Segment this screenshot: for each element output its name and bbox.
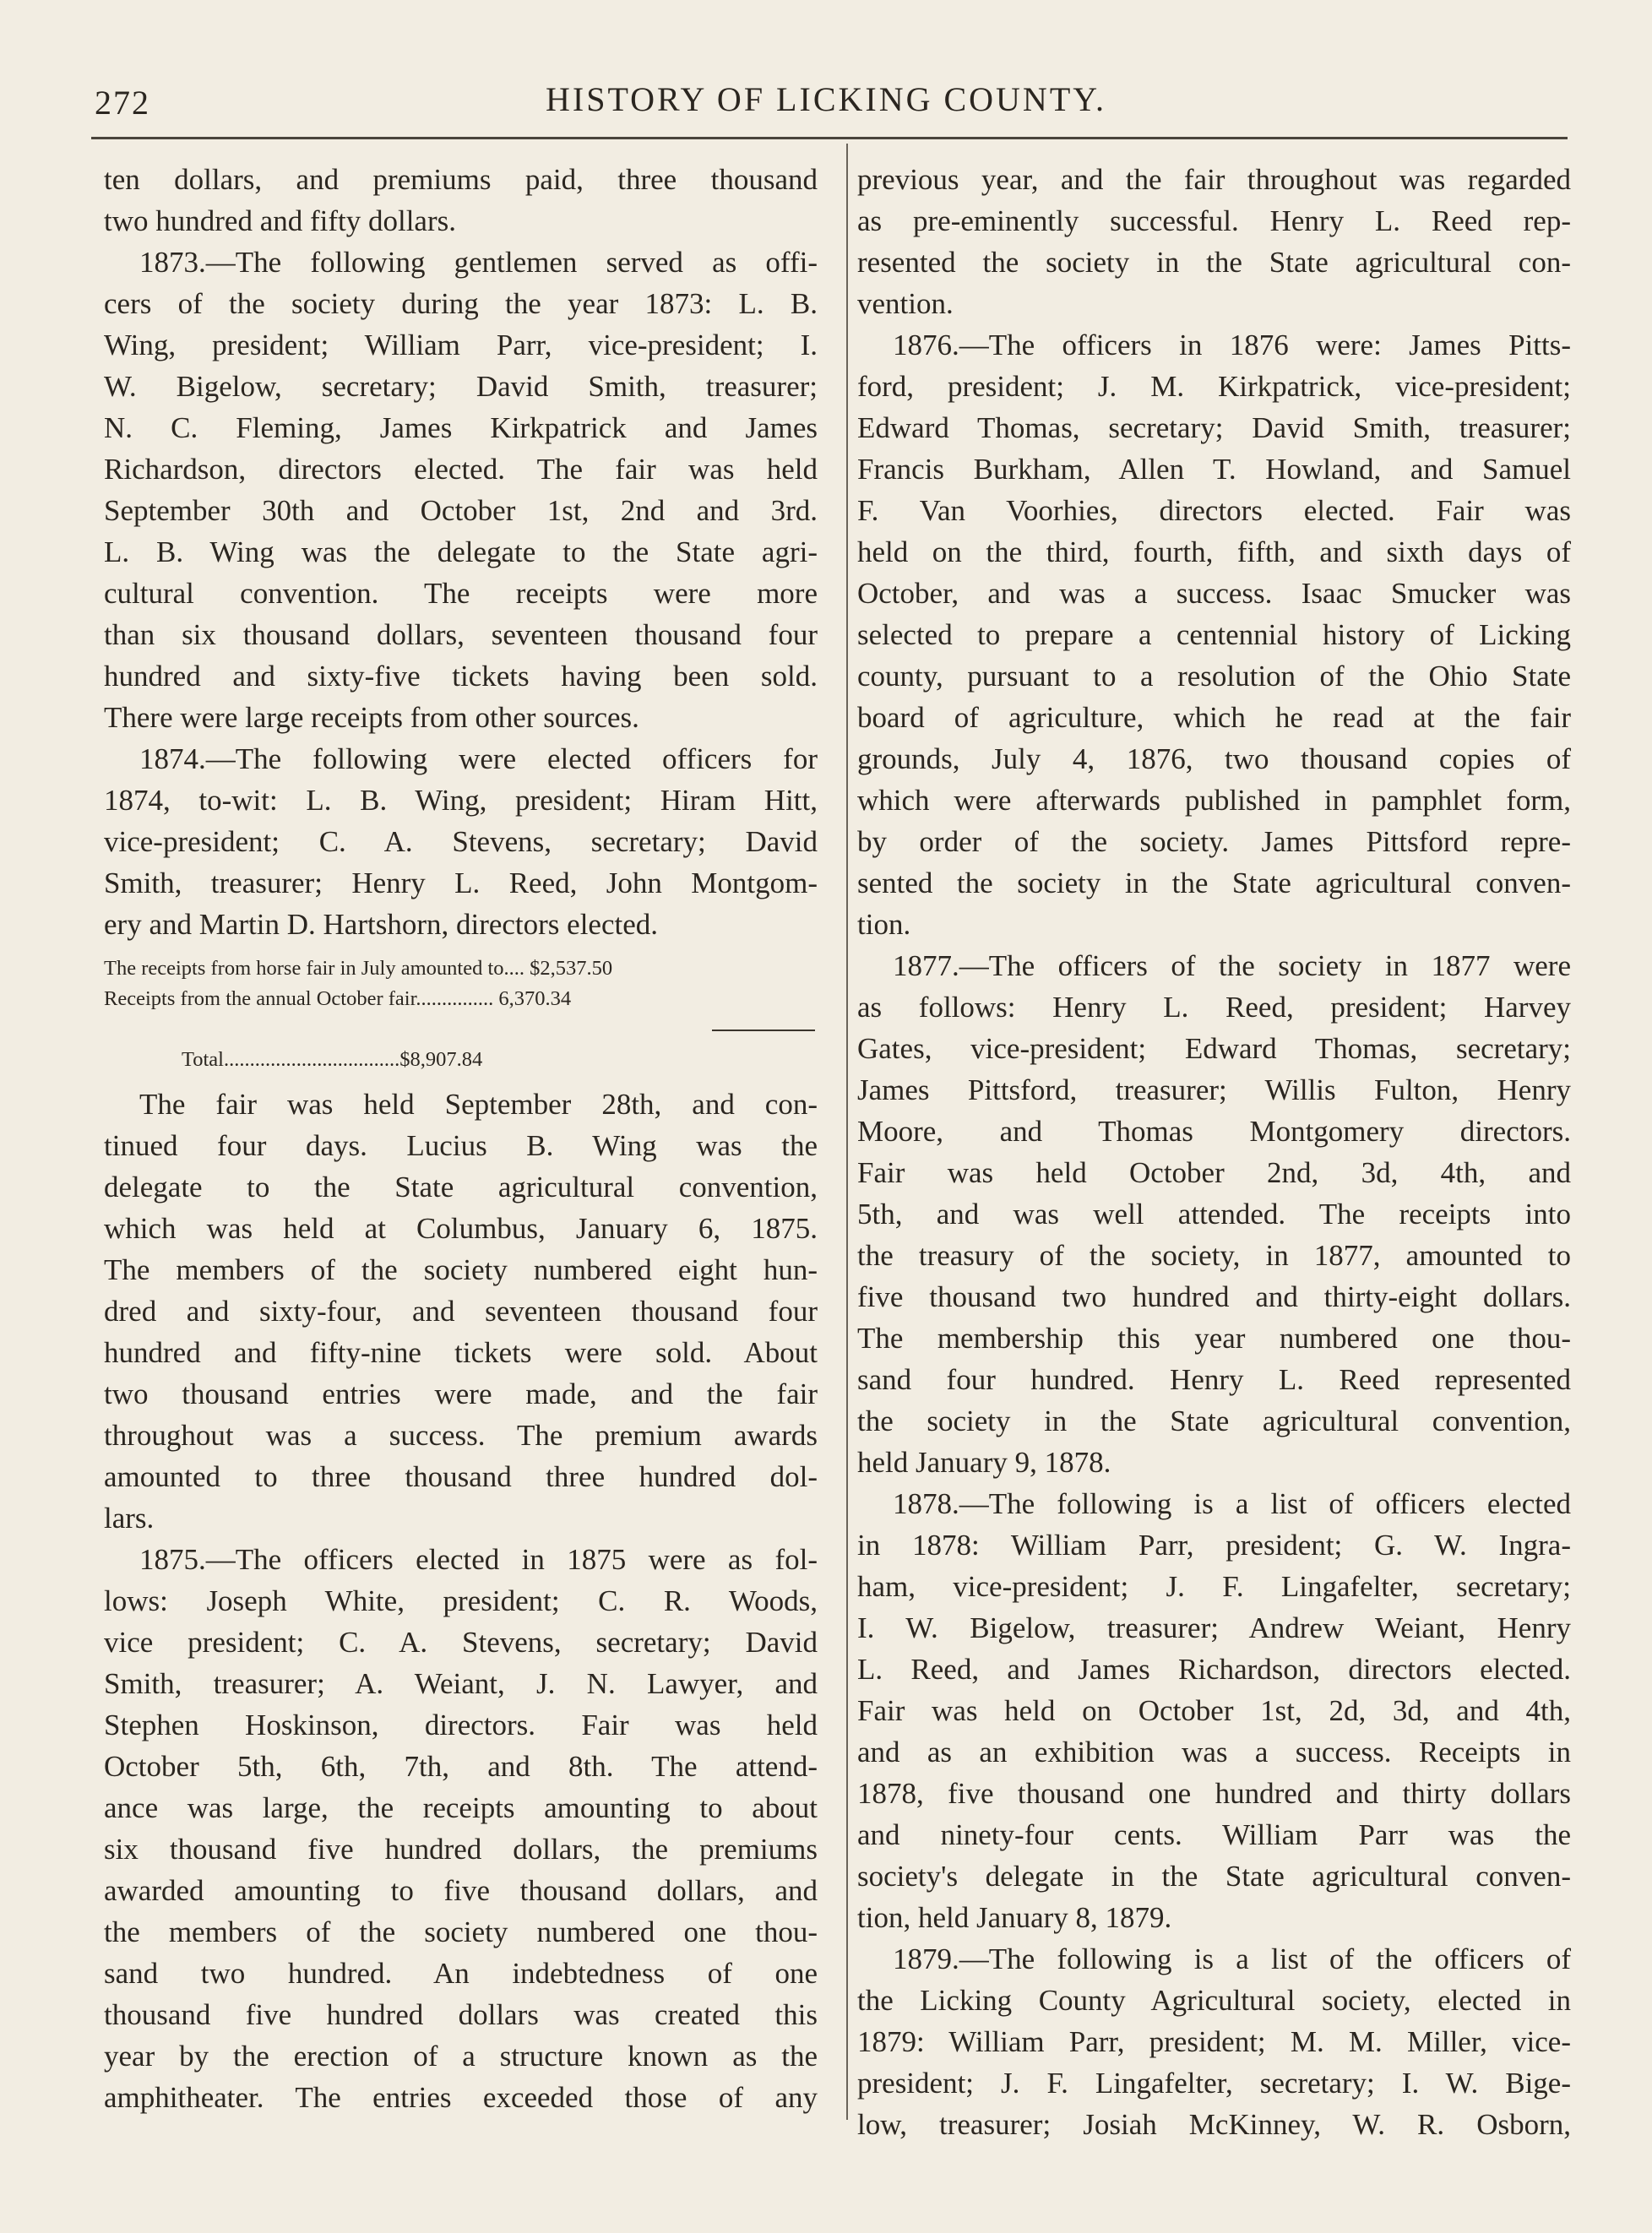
text-line: ery and Martin D. Hartshorn, directors elected. — [104, 908, 659, 941]
text-line: in 1878: William Parr, president; G. W. Ingra- — [857, 1529, 1571, 1562]
text-line: hundred and fifty-nine tickets were sold. About — [104, 1336, 818, 1369]
text-line: resented the society in the State agricultural con- — [857, 246, 1571, 279]
text-line: I. W. Bigelow, treasurer; Andrew Weiant, Henry — [857, 1611, 1571, 1644]
text-line: L. B. Wing was the delegate to the State agri- — [104, 535, 818, 568]
text-line: held on the third, fourth, fifth, and sixth days of — [857, 535, 1571, 568]
text-line: 1876.—The officers in 1876 were: James Pitts- — [893, 329, 1571, 361]
text-line: held January 9, 1878. — [857, 1446, 1111, 1479]
text-line: sented the society in the State agricultural conven- — [857, 867, 1571, 899]
text-line: hundred and sixty-five tickets having been sold. — [104, 660, 818, 693]
text-line: throughout was a success. The premium awards — [104, 1419, 818, 1452]
text-line: president; J. F. Lingafelter, secretary; I. W. Bige- — [857, 2067, 1571, 2100]
text-line: dred and sixty-four, and seventeen thousand four — [104, 1295, 818, 1328]
text-line: awarded amounting to five thousand dollars, and — [104, 1874, 818, 1907]
text-line: October 5th, 6th, 7th, and 8th. The attend- — [104, 1750, 818, 1783]
text-line: thousand five hundred dollars was created this — [104, 1998, 818, 2031]
paragraph-1877 — [857, 945, 1571, 1483]
text-line: society's delegate in the State agricultural conven- — [857, 1860, 1571, 1893]
text-line: the treasury of the society, in 1877, amounted to — [857, 1239, 1571, 1272]
text-line: tion. — [857, 908, 911, 941]
text-line: selected to prepare a centennial history of Licking — [857, 618, 1571, 651]
text-line: 1873.—The following gentlemen served as offi- — [139, 246, 818, 279]
text-line: W. Bigelow, secretary; David Smith, treasurer; — [104, 370, 818, 403]
text-line: Fair was held October 2nd, 3d, 4th, and — [857, 1156, 1571, 1189]
text-line: Wing, president; William Parr, vice-president; I. — [104, 329, 818, 361]
text-line: Smith, treasurer; Henry L. Reed, John Montgom- — [104, 867, 818, 899]
text-line: Richardson, directors elected. The fair was held — [104, 453, 818, 486]
paragraph-1875-end — [857, 159, 1571, 324]
text-line: Smith, treasurer; A. Weiant, J. N. Lawyer, and — [104, 1667, 818, 1700]
column-divider — [846, 144, 848, 2120]
right-column — [857, 159, 1571, 2145]
receipts-row: Receipts from the annual October fair............... 6,370.34 — [104, 987, 572, 1010]
paragraph-1876 — [857, 324, 1571, 945]
text-line: as follows: Henry L. Reed, president; Harvey — [857, 991, 1571, 1024]
text-line: amounted to three thousand three hundred dol- — [104, 1460, 818, 1493]
text-line: Fair was held on October 1st, 2d, 3d, and 4th, — [857, 1694, 1571, 1727]
text-line: by order of the society. James Pittsford repre- — [857, 825, 1571, 858]
paragraph-1874-fair — [104, 1084, 818, 1539]
text-line: 1875.—The officers elected in 1875 were as fol- — [139, 1543, 818, 1576]
text-line: Gates, vice-president; Edward Thomas, secretary; — [857, 1032, 1571, 1065]
text-line: five thousand two hundred and thirty-eight dollars. — [857, 1280, 1571, 1313]
text-line: six thousand five hundred dollars, the premiums — [104, 1833, 818, 1866]
paragraph-1879 — [857, 1938, 1571, 2145]
paragraph-1873 — [104, 242, 818, 738]
text-line: delegate to the State agricultural convention, — [104, 1171, 818, 1203]
text-line: tion, held January 8, 1879. — [857, 1901, 1172, 1934]
text-line: September 30th and October 1st, 2nd and 3rd. — [104, 494, 818, 527]
text-line: Edward Thomas, secretary; David Smith, treasurer; — [857, 411, 1571, 444]
text-line: vice president; C. A. Stevens, secretary; David — [104, 1626, 818, 1659]
text-line: county, pursuant to a resolution of the Ohio State — [857, 660, 1571, 693]
text-line: cultural convention. The receipts were more — [104, 577, 818, 610]
text-line: L. Reed, and James Richardson, directors elected. — [857, 1653, 1571, 1686]
text-line: which was held at Columbus, January 6, 1875. — [104, 1212, 818, 1245]
text-line: previous year, and the fair throughout was regarded — [857, 163, 1571, 196]
text-line: tinued four days. Lucius B. Wing was the — [104, 1129, 818, 1162]
text-line: two hundred and fifty dollars. — [104, 204, 456, 237]
text-line: amphitheater. The entries exceeded those of any — [104, 2081, 818, 2114]
running-title: HISTORY OF LICKING COUNTY. — [546, 80, 1106, 118]
text-line: Stephen Hoskinson, directors. Fair was held — [104, 1709, 818, 1741]
text-line: Francis Burkham, Allen T. Howland, and Samuel — [857, 453, 1571, 486]
text-line: 1878.—The following is a list of officers elected — [893, 1487, 1571, 1520]
text-line: and ninety-four cents. William Parr was the — [857, 1818, 1571, 1851]
header-rule — [91, 137, 1568, 139]
text-line: as pre-eminently successful. Henry L. Reed rep- — [857, 204, 1571, 237]
text-line: low, treasurer; Josiah McKinney, W. R. Osborn, — [857, 2108, 1571, 2141]
text-line: board of agriculture, which he read at the fair — [857, 701, 1571, 734]
text-line: N. C. Fleming, James Kirkpatrick and James — [104, 411, 818, 444]
text-line: 1878, five thousand one hundred and thirty dollars — [857, 1777, 1571, 1810]
total-rule — [712, 1030, 815, 1031]
text-line: sand four hundred. Henry L. Reed represented — [857, 1363, 1571, 1396]
receipts-row: The receipts from horse fair in July amounted to.... $2,537.50 — [104, 957, 613, 980]
text-line: 1877.—The officers of the society in 1877 were — [893, 949, 1571, 982]
text-line: October, and was a success. Isaac Smucker was — [857, 577, 1571, 610]
text-line: sand two hundred. An indebtedness of one — [104, 1957, 818, 1990]
text-line: and as an exhibition was a success. Receipts in — [857, 1736, 1571, 1768]
text-line: grounds, July 4, 1876, two thousand copies of — [857, 742, 1571, 775]
text-line: The membership this year numbered one thou- — [857, 1322, 1571, 1355]
paragraph-1874 — [104, 738, 818, 945]
text-line: lows: Joseph White, president; C. R. Woods, — [104, 1584, 818, 1617]
text-line: ham, vice-president; J. F. Lingafelter, secretary; — [857, 1570, 1571, 1603]
left-column — [104, 159, 818, 2118]
text-line: the members of the society numbered one thou- — [104, 1915, 818, 1948]
text-line: 5th, and was well attended. The receipts into — [857, 1198, 1571, 1231]
text-line: two thousand entries were made, and the fair — [104, 1377, 818, 1410]
text-line: 1879.—The following is a list of the officers of — [893, 1942, 1571, 1975]
text-line: cers of the society during the year 1873: L. B. — [104, 287, 818, 320]
text-line: year by the erection of a structure known as the — [104, 2040, 818, 2073]
text-line: There were large receipts from other sources. — [104, 701, 639, 734]
text-line: The members of the society numbered eight hun- — [104, 1253, 818, 1286]
text-line: than six thousand dollars, seventeen thousand four — [104, 618, 818, 651]
text-line: vice-president; C. A. Stevens, secretary; David — [104, 825, 818, 858]
text-line: The fair was held September 28th, and con- — [139, 1088, 818, 1121]
text-line: James Pittsford, treasurer; Willis Fulton, Henry — [857, 1073, 1571, 1106]
text-line: 1874, to-wit: L. B. Wing, president; Hiram Hitt, — [104, 784, 818, 817]
text-line: ford, president; J. M. Kirkpatrick, vice-president; — [857, 370, 1571, 403]
text-line: F. Van Voorhies, directors elected. Fair was — [857, 494, 1571, 527]
text-line: lars. — [104, 1502, 155, 1535]
paragraph-1872-end — [104, 159, 818, 242]
paragraph-1875 — [104, 1539, 818, 2118]
text-line: the Licking County Agricultural society, elected in — [857, 1984, 1571, 2017]
text-line: Moore, and Thomas Montgomery directors. — [857, 1115, 1571, 1148]
paragraph-1878 — [857, 1483, 1571, 1938]
text-line: ance was large, the receipts amounting to about — [104, 1791, 818, 1824]
text-line: vention. — [857, 287, 954, 320]
text-line: 1874.—The following were elected officers for — [139, 742, 818, 775]
text-line: which were afterwards published in pamphlet form, — [857, 784, 1571, 817]
text-line: the society in the State agricultural convention, — [857, 1404, 1571, 1437]
text-line: 1879: William Parr, president; M. M. Miller, vice- — [857, 2025, 1571, 2058]
page-number: 272 — [95, 84, 150, 122]
receipts-table — [104, 954, 818, 1075]
receipts-total: Total..................................$8,907.84 — [182, 1048, 483, 1071]
text-line: ten dollars, and premiums paid, three thousand — [104, 163, 818, 196]
